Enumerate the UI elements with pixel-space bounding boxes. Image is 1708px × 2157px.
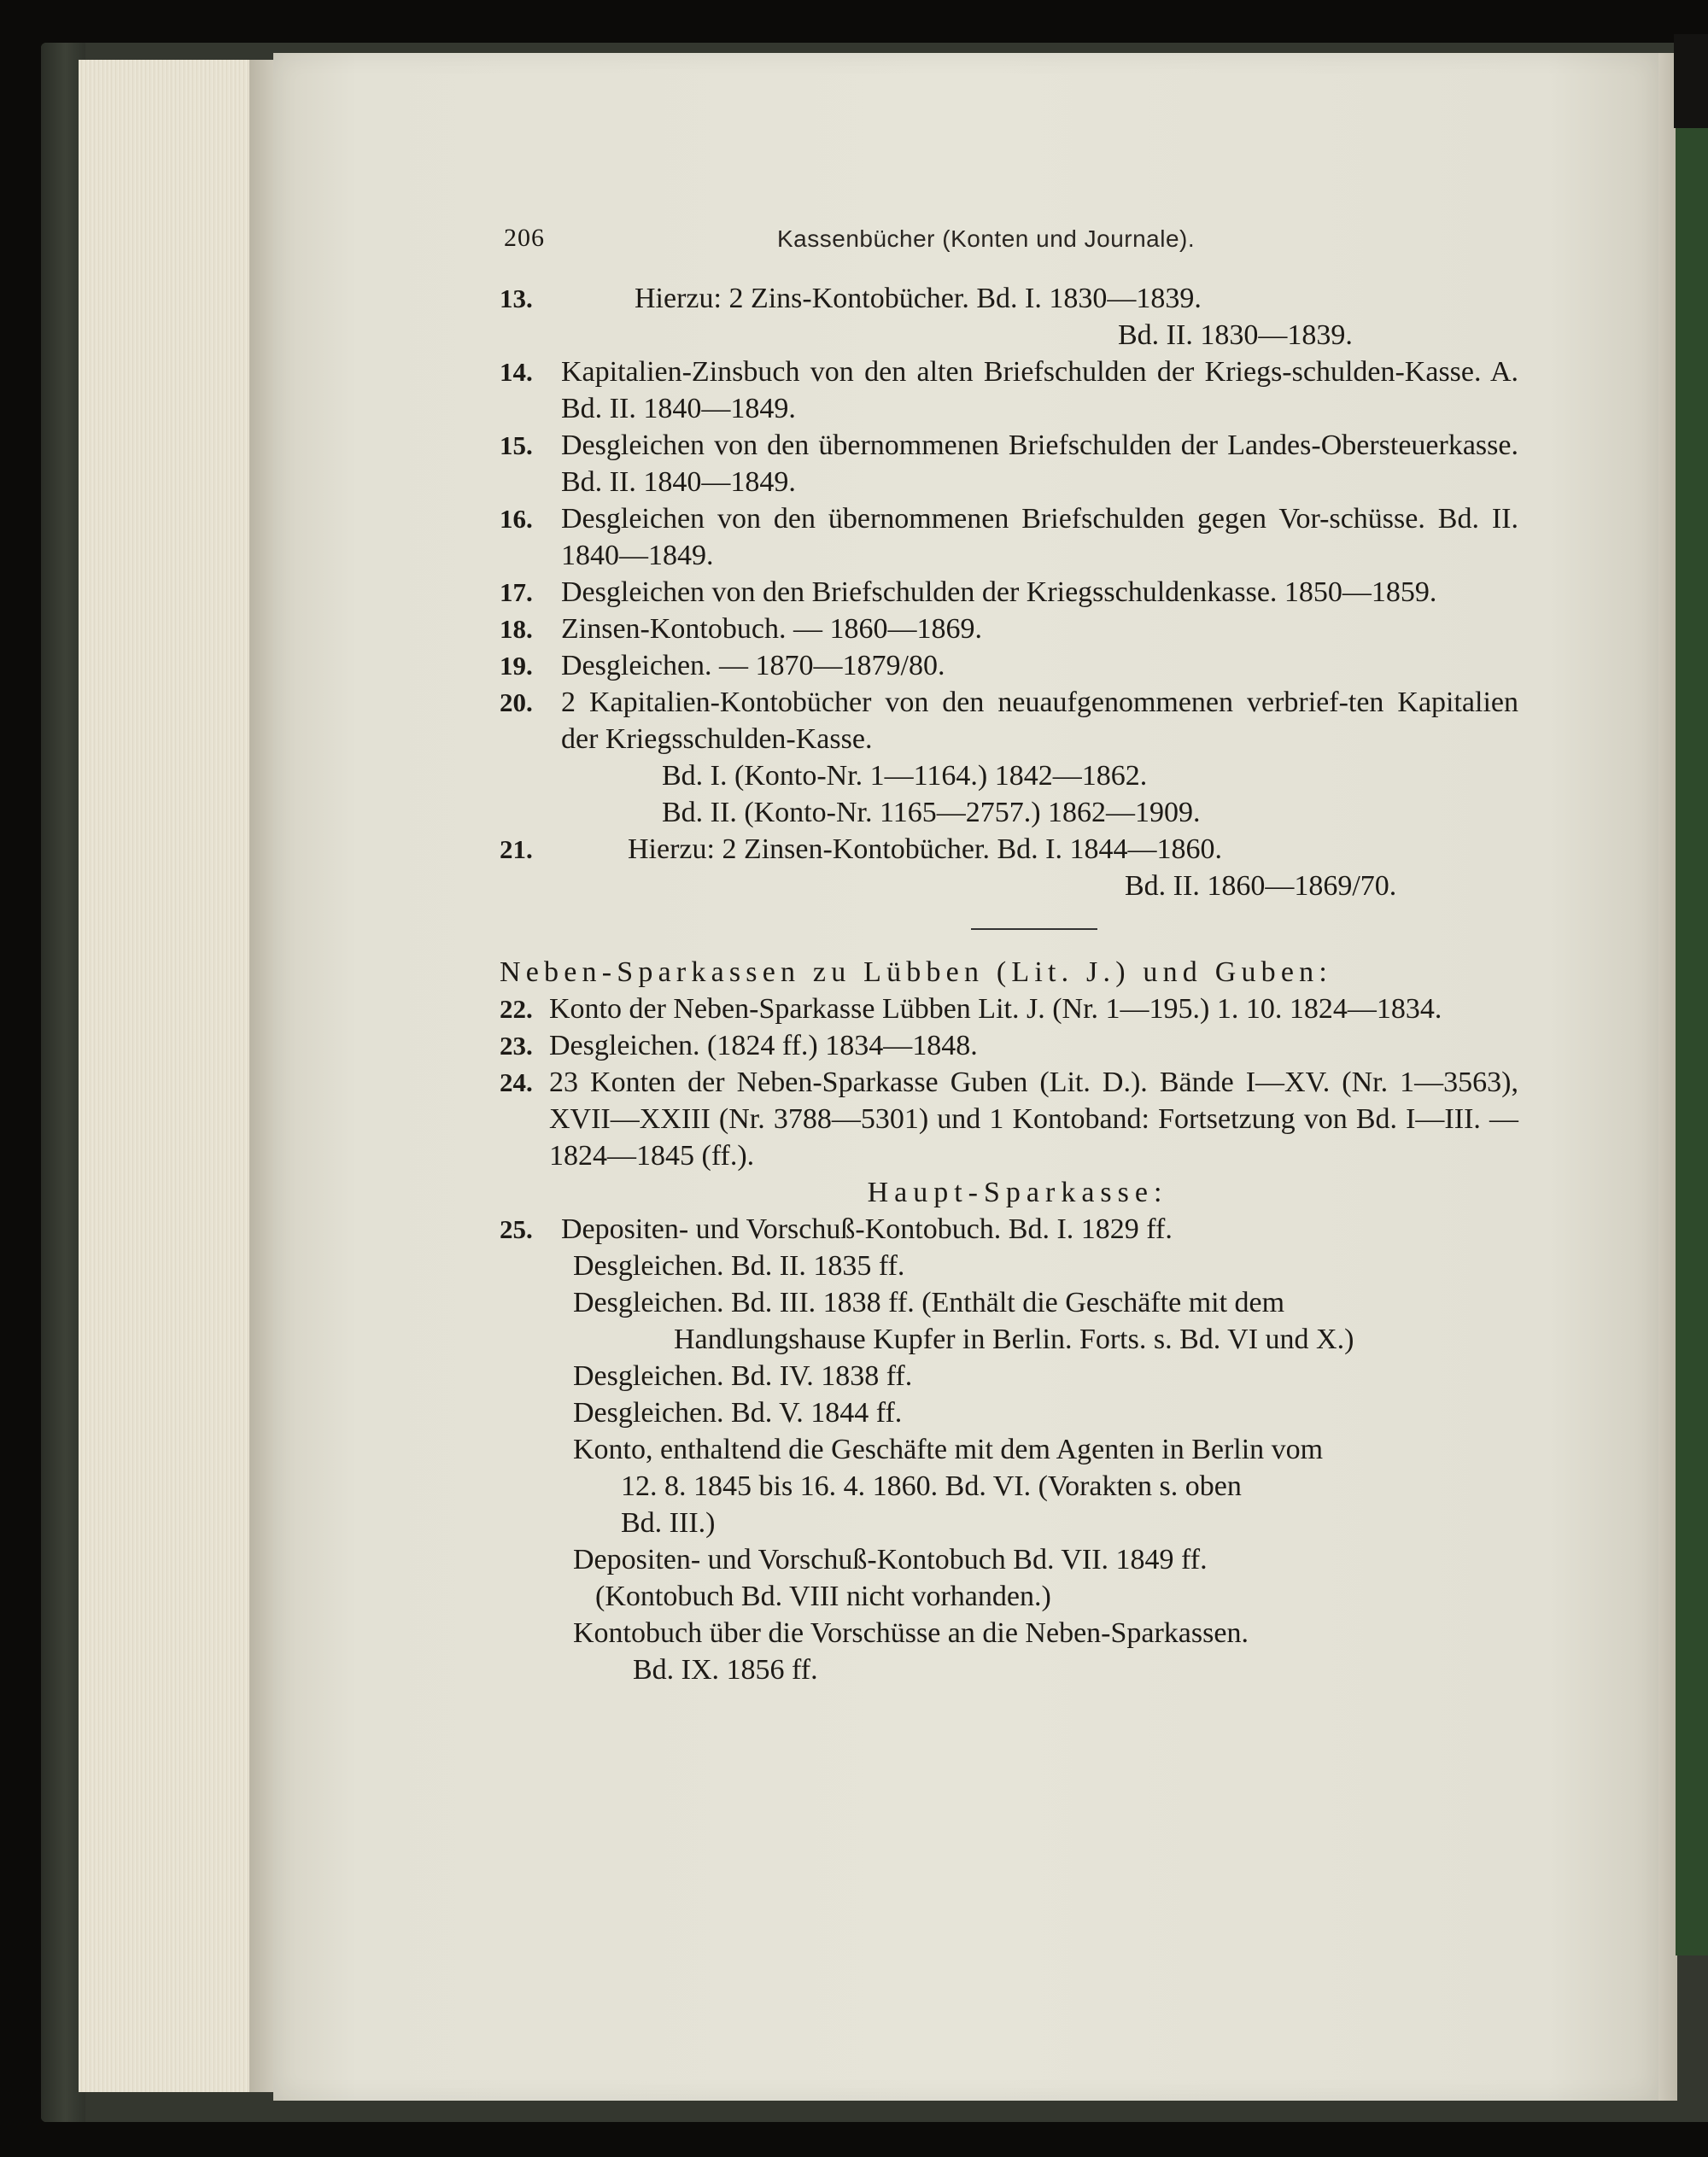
- entry-line: Bd. IX. 1856 ff.: [633, 1654, 818, 1686]
- entry-line: Desgleichen. Bd. V. 1844 ff.: [573, 1397, 903, 1429]
- entry-number: 18.: [500, 614, 533, 644]
- entry-text: Desgleichen von den übernommenen Briefschulden der Landes-Obersteuerkasse. Bd. II. 1840—1849.: [561, 430, 1518, 498]
- page-body: [500, 280, 1518, 1688]
- entry-text: Desgleichen. (1824 ff.) 1834—1848.: [549, 1030, 978, 1061]
- entry-number: 16.: [500, 504, 533, 534]
- page-number: 206: [504, 224, 545, 252]
- section-divider: [971, 928, 1097, 930]
- entry-line: Kontobuch über die Vorschüsse an die Neben-Sparkassen.: [573, 1617, 1249, 1649]
- entry-text: Kapitalien-Zinsbuch von den alten Briefschulden der Kriegs-schulden-Kasse. A. Bd. II. 1840—1849.: [561, 356, 1518, 424]
- entry-number: 24.: [500, 1067, 533, 1097]
- entry-line: Desgleichen. Bd. II. 1835 ff.: [573, 1250, 905, 1282]
- section-heading-neben-sparkassen: Neben-Sparkassen zu Lübben (Lit. J.) und Guben:: [500, 956, 1333, 988]
- entry-line: Depositen- und Vorschuß-Kontobuch Bd. VII. 1849 ff.: [573, 1544, 1208, 1575]
- entry-number: 23.: [500, 1031, 533, 1061]
- entry-25: [500, 1211, 1518, 1688]
- page-header: [504, 224, 1358, 258]
- entry-number: 17.: [500, 577, 533, 607]
- entry-line: Konto, enthaltend die Geschäfte mit dem Agenten in Berlin vom: [573, 1434, 1324, 1465]
- entry-line: Bd. I. (Konto-Nr. 1—1164.) 1842—1862.: [662, 760, 1148, 792]
- right-page-edge: [1658, 53, 1677, 2101]
- entry-number: 21.: [500, 834, 533, 864]
- entry-23: [500, 1027, 1518, 1064]
- entry-line: Handlungshause Kupfer in Berlin. Forts. s. Bd. VI und X.): [674, 1324, 1354, 1355]
- entry-text: Konto der Neben-Sparkasse Lübben Lit. J. (Nr. 1—195.) 1. 10. 1824—1834.: [549, 993, 1442, 1025]
- entry-13: [500, 280, 1518, 354]
- entry-19: [500, 647, 1518, 684]
- entry-line: Bd. II. 1860—1869/70.: [1125, 870, 1397, 902]
- entry-16: [500, 500, 1518, 574]
- page-edges: [79, 60, 258, 2092]
- entry-number: 13.: [500, 284, 533, 313]
- entry-number: 14.: [500, 357, 533, 387]
- entry-line: Hierzu: 2 Zins-Kontobücher. Bd. I. 1830—1839.: [635, 283, 1202, 314]
- entry-24: [500, 1064, 1518, 1174]
- entry-text: Zinsen-Kontobuch. — 1860—1869.: [561, 613, 982, 645]
- entry-line: Desgleichen. Bd. III. 1838 ff. (Enthält die Geschäfte mit dem: [573, 1287, 1285, 1318]
- entry-21: [500, 831, 1518, 904]
- entry-number: 20.: [500, 687, 533, 717]
- entry-20: [500, 684, 1518, 831]
- entry-line: Hierzu: 2 Zinsen-Kontobücher. Bd. I. 1844—1860.: [628, 833, 1222, 865]
- entry-text: Desgleichen von den Briefschulden der Kriegsschuldenkasse. 1850—1859.: [561, 576, 1437, 608]
- entry-line: (Kontobuch Bd. VIII nicht vorhanden.): [595, 1581, 1051, 1612]
- entry-22: [500, 991, 1518, 1027]
- entry-line: Bd. II. 1830—1839.: [1118, 319, 1353, 351]
- entry-17: [500, 574, 1518, 611]
- entry-text: Desgleichen. — 1870—1879/80.: [561, 650, 945, 681]
- entry-line: 12. 8. 1845 bis 16. 4. 1860. Bd. VI. (Vorakten s. oben: [621, 1470, 1242, 1502]
- entry-number: 15.: [500, 430, 533, 460]
- entry-line: Bd. II. (Konto-Nr. 1165—2757.) 1862—1909.: [662, 797, 1201, 828]
- entry-line: Bd. III.): [621, 1507, 716, 1539]
- facing-cover: [1676, 128, 1708, 1955]
- entry-14: [500, 354, 1518, 427]
- entry-line: Depositen- und Vorschuß-Kontobuch. Bd. I. 1829 ff.: [561, 1213, 1173, 1245]
- background-shadow: [1674, 34, 1708, 128]
- entry-number: 19.: [500, 651, 533, 681]
- entry-text: Desgleichen von den übernommenen Briefschulden gegen Vor-schüsse. Bd. II. 1840—1849.: [561, 503, 1518, 571]
- entry-15: [500, 427, 1518, 500]
- entry-line: Desgleichen. Bd. IV. 1838 ff.: [573, 1360, 913, 1392]
- entry-18: [500, 611, 1518, 647]
- entry-number: 22.: [500, 994, 533, 1024]
- section-heading-haupt-sparkasse: Haupt-Sparkasse:: [867, 1177, 1168, 1208]
- entry-text: 2 Kapitalien-Kontobücher von den neuaufgenommenen verbrief-ten Kapitalien der Kriegsschulden-Kasse.: [561, 687, 1518, 755]
- entry-number: 25.: [500, 1214, 533, 1244]
- running-head: Kassenbücher (Konten und Journale).: [777, 225, 1196, 252]
- entry-text: 23 Konten der Neben-Sparkasse Guben (Lit. D.). Bände I—XV. (Nr. 1—3563), XVII—XXIII (Nr. 3788—5301) und 1 Kontoband: Fortsetzung von Bd. I—III. — 1824—1845 (ff.).: [549, 1067, 1518, 1172]
